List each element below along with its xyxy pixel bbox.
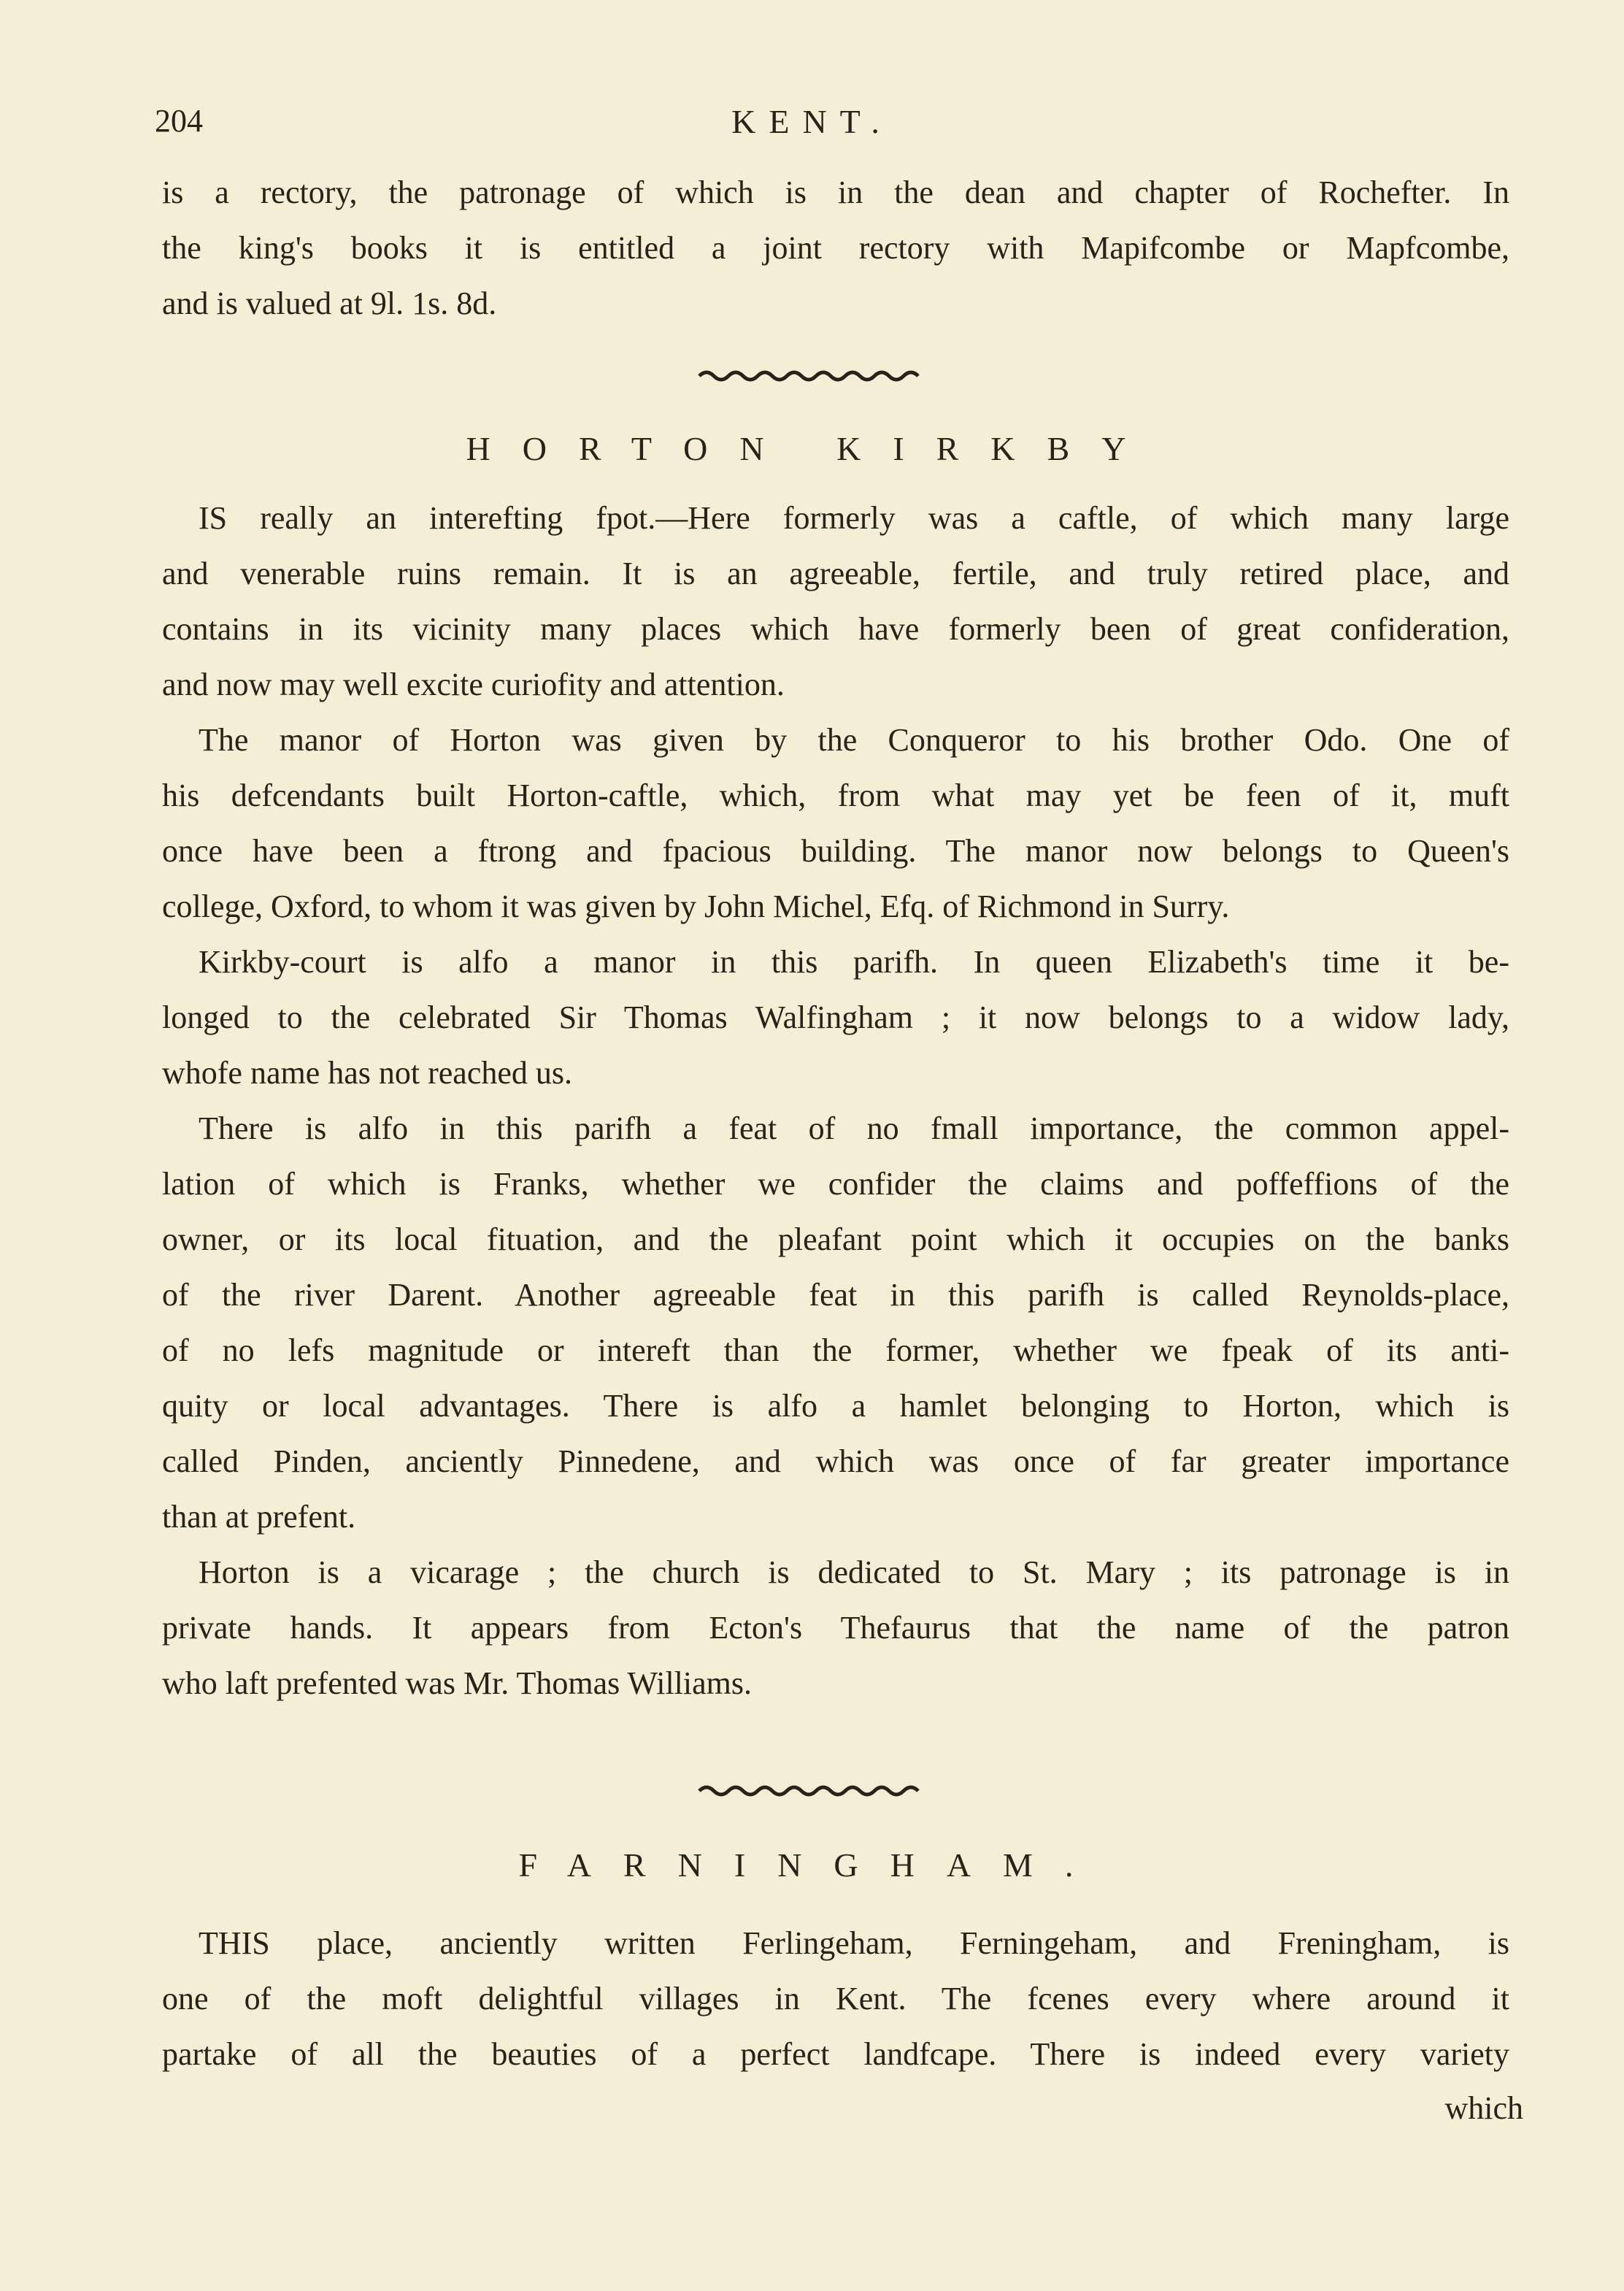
section-title-farningham: FARNINGHAM. — [518, 1846, 1106, 1884]
text-line: contains in its vicinity many places which have formerly been of great confideration, — [162, 611, 1509, 647]
text-line: who laft prefented was Mr. Thomas Williams. — [162, 1665, 753, 1701]
text-line: Horton is a vicarage ; the church is dedicated to St. Mary ; its patronage is in — [199, 1554, 1509, 1590]
wave-ornament — [0, 365, 1624, 387]
text-line: Kirkby-court is alfo a manor in this parifh. In queen Elizabeth's time it be- — [199, 944, 1509, 980]
text-line: longed to the celebrated Sir Thomas Walfingham ; it now belongs to a widow lady, — [162, 999, 1509, 1035]
catchword: which — [1444, 2090, 1523, 2126]
text-line: called Pinden, anciently Pinnedene, and which was once of far greater importance — [162, 1443, 1509, 1479]
text-line: lation of which is Franks, whether we confider the claims and poffeffions of the — [162, 1166, 1509, 1202]
intro-paragraph — [162, 165, 1509, 331]
section-farningham — [162, 1916, 1509, 2082]
section-horton-kirkby — [162, 491, 1509, 1711]
text-line: partake of all the beauties of a perfect landfcape. There is indeed every variety — [162, 2036, 1509, 2072]
text-line: the king's books it is entitled a joint rectory with Mapifcombe or Mapfcombe, — [162, 230, 1509, 266]
text-line: and now may well excite curiofity and attention. — [162, 667, 785, 702]
text-line: quity or local advantages. There is alfo a hamlet belonging to Horton, which is — [162, 1388, 1509, 1424]
text-line: whofe name has not reached us. — [162, 1055, 573, 1091]
text-line: There is alfo in this parifh a feat of no fmall importance, the common appel- — [199, 1110, 1509, 1146]
running-title: KENT. — [731, 103, 893, 140]
text-line: The manor of Horton was given by the Conqueror to his brother Odo. One of — [199, 722, 1509, 758]
text-line: one of the moft delightful villages in Kent. The fcenes every where around it — [162, 1981, 1509, 2016]
text-line: owner, or its local fituation, and the pleafant point which it occupies on the banks — [162, 1221, 1509, 1257]
page-number: 204 — [155, 103, 203, 139]
text-line: private hands. It appears from Ecton's Thefaurus that the name of the patron — [162, 1610, 1509, 1646]
text-line: of no lefs magnitude or intereft than the former, whether we fpeak of its anti- — [162, 1332, 1509, 1368]
text-line: is a rectory, the patronage of which is in the dean and chapter of Rochefter. In — [162, 174, 1509, 210]
page-header — [0, 102, 1624, 146]
text-line: once have been a ftrong and fpacious building. The manor now belongs to Queen's — [162, 833, 1509, 869]
text-line: and is valued at 9l. 1s. 8d. — [162, 285, 497, 321]
text-line: than at prefent. — [162, 1499, 356, 1535]
text-line: his defcendants built Horton-caftle, which, from what may yet be feen of it, muft — [162, 778, 1509, 813]
text-line: and venerable ruins remain. It is an agreeable, fertile, and truly retired place, and — [162, 556, 1509, 591]
text-line: IS really an interefting fpot.—Here formerly was a caftle, of which many large — [199, 500, 1509, 536]
wave-ornament — [0, 1780, 1624, 1802]
text-line: college, Oxford, to whom it was given by John Michel, Efq. of Richmond in Surry. — [162, 889, 1230, 924]
text-line: THIS place, anciently written Ferlingeham, Ferningeham, and Freningham, is — [199, 1925, 1509, 1961]
section-title-horton-kirkby: HORTON KIRKBY — [466, 430, 1158, 467]
text-line: of the river Darent. Another agreeable feat in this parifh is called Reynolds-place, — [162, 1277, 1509, 1313]
